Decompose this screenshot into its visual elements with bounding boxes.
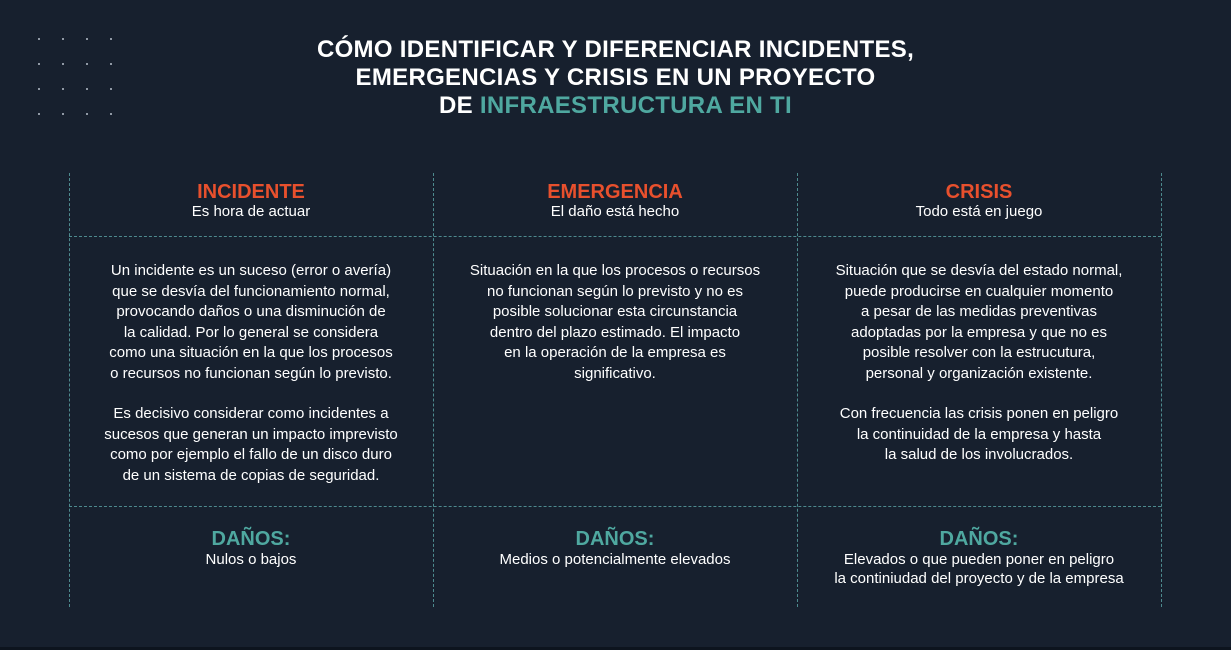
text-line: sucesos que generan un impacto imprevisto (104, 425, 398, 443)
text-line: no funcionan según lo previsto y no es (486, 282, 743, 300)
text-line: a pesar de las medidas preventivas (861, 303, 1097, 320)
column-description (807, 261, 1151, 486)
text-line: Nulos o bajos (205, 551, 297, 568)
damage-label: DAÑOS: (575, 528, 655, 550)
damage-section (797, 528, 1161, 588)
column-header (433, 181, 797, 221)
text-line: en la operación de la empresa es (504, 344, 726, 361)
text-line: la continuidad de la empresa y hasta (856, 425, 1102, 443)
damage-label: DAÑOS: (211, 528, 291, 550)
damage-label: DAÑOS: (939, 528, 1019, 550)
comparison-table (69, 173, 1161, 607)
column-header (69, 181, 433, 221)
column-emergencia (433, 173, 797, 607)
text-line: como por ejemplo el fallo de un disco duro (110, 446, 392, 463)
column-description (443, 261, 787, 404)
text-line: Elevados o que pueden poner en peligro (843, 551, 1115, 568)
text-line: Situación en la que los procesos o recursos (469, 262, 761, 279)
column-divider (1161, 173, 1162, 607)
description-paragraph (807, 261, 1151, 384)
column-subtitle: El daño está hecho (550, 203, 680, 220)
description-paragraph (807, 404, 1151, 466)
description-paragraph (443, 261, 787, 384)
column-crisis (797, 173, 1161, 607)
text-line: significativo. (574, 364, 656, 382)
description-paragraph (79, 261, 423, 384)
title-accent: INFRAESTRUCTURA EN TI (479, 92, 792, 119)
damage-value (69, 550, 433, 569)
text-line: la continiudad del proyecto y de la empresa (834, 570, 1124, 587)
text-line: dentro del plazo estimado. El impacto (489, 323, 741, 341)
column-subtitle: Es hora de actuar (191, 203, 311, 220)
text-line: adoptadas por la empresa y que no es (850, 323, 1107, 341)
text-line: provocando daños o una disminución de (116, 303, 386, 320)
text-line: personal y organización existente. (865, 364, 1093, 382)
text-line: puede producirse en cualquier momento (844, 282, 1114, 300)
text-line: Medios o potencialmente elevados (499, 551, 731, 568)
column-description (79, 261, 423, 506)
text-line: Con frecuencia las crisis ponen en peligro (839, 405, 1119, 422)
damage-section (433, 528, 797, 569)
column-subtitle: Todo está en juego (915, 203, 1043, 220)
column-header (797, 181, 1161, 221)
text-line: Situación que se desvía del estado normal, (835, 262, 1123, 279)
text-line: que se desvía del funcionamiento normal, (112, 282, 390, 300)
title-line-1: CÓMO IDENTIFICAR Y DIFERENCIAR INCIDENTES, (316, 36, 915, 63)
column-incidente (69, 173, 433, 607)
column-title: CRISIS (945, 181, 1013, 203)
text-line: Es decisivo considerar como incidentes a (113, 405, 389, 422)
title-line-2: EMERGENCIAS Y CRISIS EN UN PROYECTO (355, 64, 876, 91)
column-title: INCIDENTE (197, 181, 305, 203)
page-title (0, 36, 1231, 120)
description-paragraph (79, 404, 423, 486)
text-line: o recursos no funcionan según lo previsto. (110, 364, 392, 382)
column-title: EMERGENCIA (547, 181, 683, 203)
text-line: posible solucionar esta circunstancia (492, 303, 738, 320)
text-line: la salud de los involucrados. (884, 446, 1074, 463)
text-line: como una situación en la que los procesos (109, 344, 393, 361)
text-line: de un sistema de copias de seguridad. (122, 466, 380, 484)
text-line: posible resolver con la estrucutura, (862, 344, 1096, 361)
title-prefix: DE (439, 92, 480, 119)
damage-value (797, 550, 1161, 588)
damage-value (433, 550, 797, 569)
text-line: la calidad. Por lo general se considera (123, 323, 379, 341)
text-line: Un incidente es un suceso (error o avería) (110, 262, 392, 279)
damage-section (69, 528, 433, 569)
title-line-3 (0, 92, 1231, 120)
